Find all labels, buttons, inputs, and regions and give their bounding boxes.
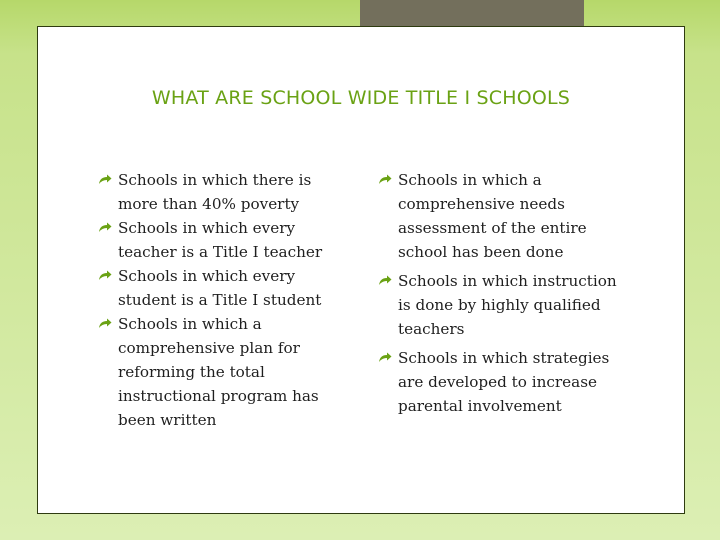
bullet-item <box>378 168 628 264</box>
bullet-text: Schools in which a comprehensive plan for reforming the total instructional program has been written <box>118 315 319 429</box>
bullet-item <box>378 346 628 418</box>
curved-arrow-icon <box>378 275 392 287</box>
bullet-item <box>98 168 348 216</box>
bullet-item <box>98 264 348 312</box>
bullet-item <box>378 269 628 341</box>
bullet-item <box>98 312 348 432</box>
bullet-text: Schools in which every student is a Title I student <box>118 267 322 309</box>
curved-arrow-icon <box>378 174 392 186</box>
left-bullet-list <box>98 168 348 432</box>
right-bullet-list <box>378 168 628 423</box>
slide-title: WHAT ARE SCHOOL WIDE TITLE I SCHOOLS <box>151 87 571 109</box>
curved-arrow-icon <box>378 352 392 364</box>
curved-arrow-icon <box>98 270 112 282</box>
bullet-text: Schools in which a comprehensive needs assessment of the entire school has been done <box>398 171 587 261</box>
bullet-text: Schools in which there is more than 40% poverty <box>118 171 312 213</box>
slide-panel <box>37 26 685 514</box>
curved-arrow-icon <box>98 318 112 330</box>
curved-arrow-icon <box>98 222 112 234</box>
bullet-item <box>98 216 348 264</box>
bullet-text: Schools in which every teacher is a Title I teacher <box>118 219 323 261</box>
bullet-text: Schools in which instruction is done by highly qualified teachers <box>398 272 617 338</box>
curved-arrow-icon <box>98 174 112 186</box>
bullet-text: Schools in which strategies are developed to increase parental involvement <box>398 349 610 415</box>
